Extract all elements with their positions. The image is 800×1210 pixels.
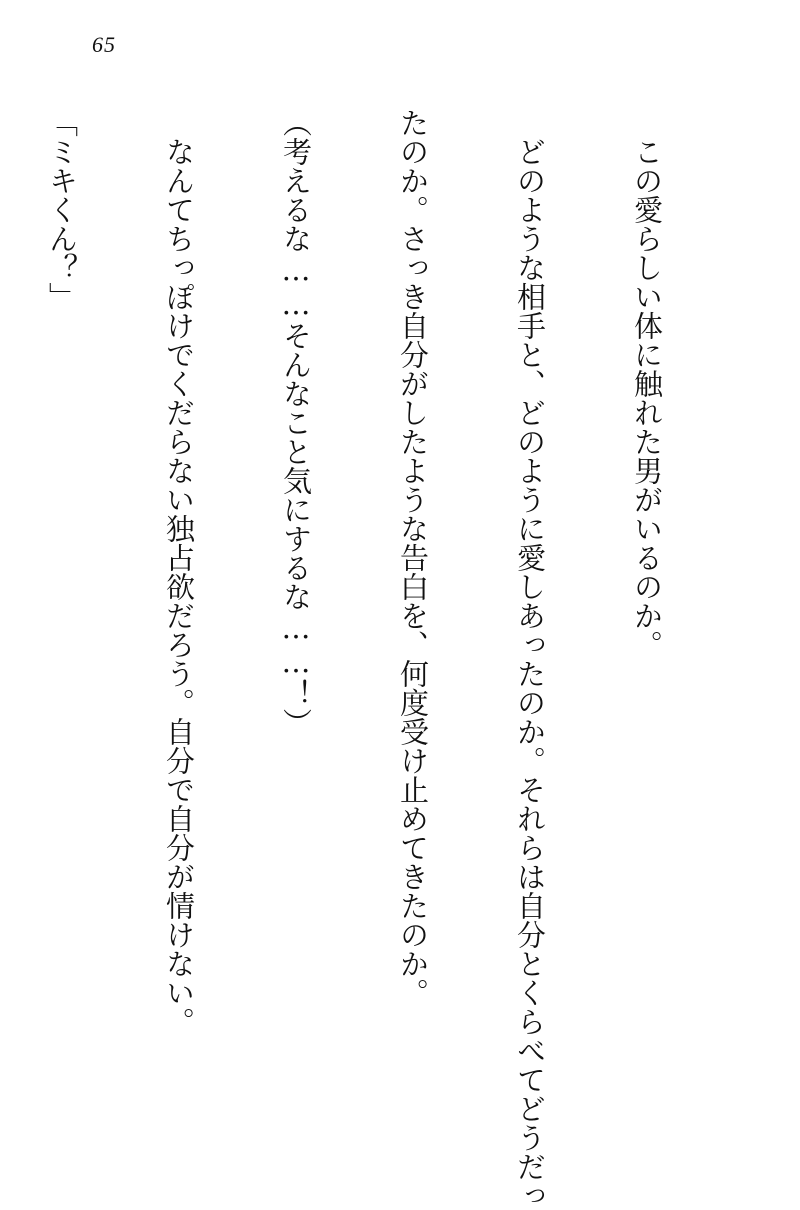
text-line: どのような相手と、どのように愛しあったのか。それらは自分とくらべてどうだっ [513,108,547,1210]
text-line: たのか。さっき自分がしたような告白を、何度受け止めてきたのか。 [396,108,430,1007]
text-line: なんてちっぽけでくだらない独占欲だろう。自分で自分が情けない。 [162,108,196,1036]
page-body-text [0,108,744,1210]
text-line: （考えるな……そんなこと気にするな……！） [279,108,313,737]
text-line: この愛らしい体に触れた男がいるのか。 [630,108,664,659]
page-number: 65 [92,32,116,57]
text-line: 「ミキくん？」 [45,108,79,311]
